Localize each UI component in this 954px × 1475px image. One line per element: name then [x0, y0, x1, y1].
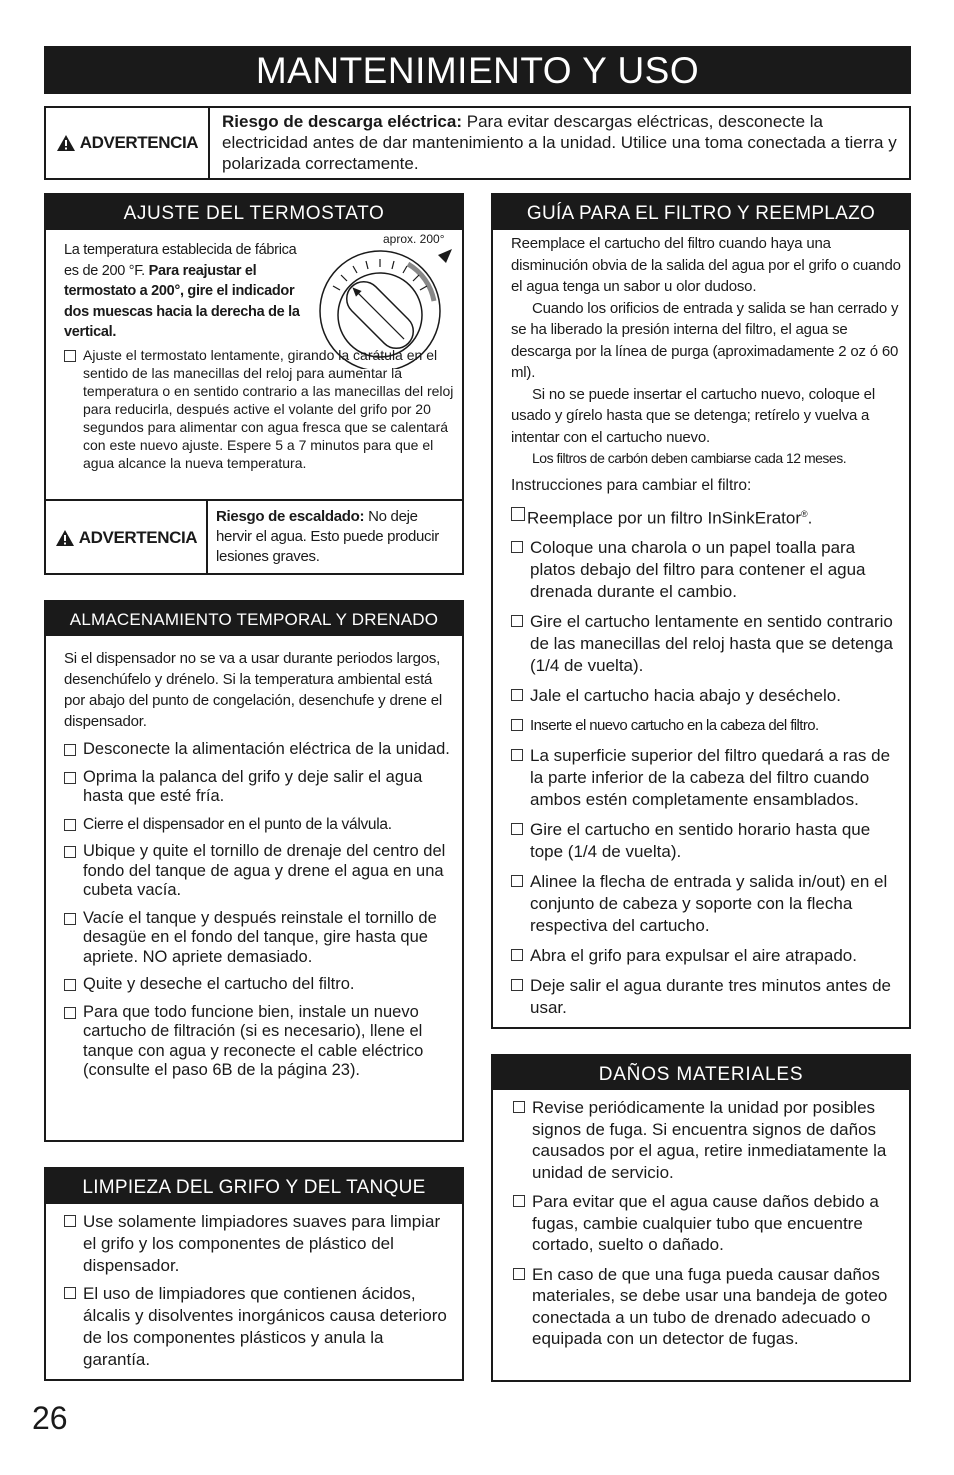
checkbox-icon: [511, 875, 523, 887]
thermostat-section: [44, 193, 464, 575]
storage-section: [44, 600, 464, 1142]
checkbox-icon: [511, 541, 523, 553]
list-item: En caso de que una fuga pueda causar daños materiales, se debe usar una bandeja de goteo conectada a un tubo de drenado adecuado o equipada con un detector de fugas.: [513, 1264, 899, 1350]
thermostat-intro: [64, 240, 304, 343]
storage-heading: ALMACENAMIENTO TEMPORAL Y DRENADO: [46, 602, 462, 636]
list-item: Gire el cartucho en sentido horario hasta que tope (1/4 de vuelta).: [511, 819, 901, 863]
checkbox-icon: [64, 1215, 76, 1227]
list-item: El uso de limpiadores que contienen ácidos, álcalis y disolventes inorgánicos causa deterioro de los componentes plásticos y anula la garantía.: [64, 1283, 448, 1371]
filter-paragraph: Los filtros de carbón deben cambiarse cada 12 meses.: [532, 450, 847, 466]
checkbox-icon: [64, 819, 76, 831]
thermostat-step: [64, 346, 459, 472]
cleaning-heading: LIMPIEZA DEL GRIFO Y DEL TANQUE: [46, 1169, 462, 1204]
checkbox-icon: [511, 615, 523, 627]
filter-heading: GUÍA PARA EL FILTRO Y REEMPLAZO: [493, 195, 909, 230]
scald-bold: Riesgo de escaldado:: [216, 508, 365, 525]
filter-paragraph: Cuando los orificios de entrada y salida se han cerrado y se ha liberado la presión interna del filtro, el agua se descarga por la línea de purga (aproximadamente 2 oz ó 60 ml).: [511, 299, 899, 381]
checkbox-icon: [511, 949, 523, 961]
warning-triangle-icon: [55, 529, 75, 547]
list-item: Ubique y quite el tornillo de drenaje del centro del fondo del tanque de agua y drene el agua en una cubeta vacía.: [64, 842, 452, 901]
list-item: Abra el grifo para expulsar el aire atrapado.: [511, 945, 901, 967]
checkbox-icon: [511, 979, 523, 991]
list-item: Inserte el nuevo cartucho en la cabeza del filtro.: [511, 715, 901, 737]
storage-intro: Si el dispensador no se va a usar durante periodos largos, desenchúfelo y drénelo. Si la temperatura ambiental está por abajo del punto de congelación, desenchufe y drene el dispensador.: [64, 650, 443, 730]
list-item: Cierre el dispensador en el punto de la válvula.: [64, 815, 452, 835]
checkbox-icon: [64, 350, 76, 362]
scald-warning: [46, 499, 462, 575]
warning-bold: Riesgo de descarga eléctrica:: [222, 112, 463, 131]
list-item: La superficie superior del filtro quedará a ras de la parte inferior de la cabeza del filtro cuando ambos estén completamente ensamblados.: [511, 745, 901, 811]
list-item: Vacíe el tanque y después reinstale el tornillo de desagüe en el fondo del tanque, gire hasta que apriete. NO apriete demasiado.: [64, 909, 452, 968]
filter-section: [491, 193, 911, 1029]
list-item: Para que todo funcione bien, instale un nuevo cartucho de filtración (si es necesario), llene el tanque con agua y reconecte el cable eléctrico (consulte el paso 6B de la página 23).: [64, 1003, 452, 1081]
list-item: Para evitar que el agua cause daños debido a fugas, cambie cualquier tubo que encuentre cortado, suelto o dañado.: [513, 1191, 899, 1256]
warning-body: Para evitar descargas eléctricas, desconecte la electricidad antes de dar mantenimiento a la unidad. Utilice una toma conectada a tierra y polarizada correctamente.: [222, 112, 897, 173]
scald-body: No deje hervir el agua. Esto puede producir lesiones graves.: [216, 508, 439, 565]
checkbox-icon: [64, 979, 76, 991]
filter-list: [511, 503, 901, 1020]
list-item: Deje salir el agua durante tres minutos antes de usar.: [511, 975, 901, 1019]
warning-triangle-icon: [56, 134, 76, 152]
dial-label: aprox. 200°: [383, 232, 445, 246]
electric-shock-warning: [44, 106, 911, 180]
checkbox-icon: [513, 1101, 525, 1113]
list-item: Jale el cartucho hacia abajo y deséchelo.: [511, 685, 901, 707]
scald-warning-text: [208, 501, 462, 575]
checkbox-icon: [64, 744, 76, 756]
checkbox-icon: [513, 1195, 525, 1207]
checkbox-icon: [64, 772, 76, 784]
checkbox-icon: [511, 823, 523, 835]
intro-plain: La temperatura establecida de fábrica es de 200 °F.: [64, 242, 297, 279]
thermostat-heading: AJUSTE DEL TERMOSTATO: [46, 195, 462, 230]
page-number: 26: [32, 1400, 68, 1436]
intro-bold: Para reajustar el termostato a 200°, gire el indicador dos muescas hacia la derecha de la vertical.: [64, 262, 300, 340]
storage-list: [64, 740, 452, 1081]
list-item: Oprima la palanca del grifo y deje salir el agua hasta que esté fría.: [64, 768, 452, 807]
filter-paragraphs: [511, 233, 901, 470]
warning-label-box: [46, 108, 210, 178]
checkbox-icon: [64, 1287, 76, 1299]
filter-paragraph: Si no se puede insertar el cartucho nuevo, coloque el usado y gírelo hasta que se detenga; retírelo y vuelva a intentar con el cartucho nuevo.: [511, 385, 875, 446]
checkbox-icon: [64, 846, 76, 858]
checkbox-icon: [64, 1007, 76, 1019]
list-item: Revise periódicamente la unidad por posibles signos de fuga. Si encuentra signos de daños causados por el agua, retire inmediatamente la unidad de servicio.: [513, 1097, 899, 1183]
checkbox-icon: [64, 913, 76, 925]
warning-label: ADVERTENCIA: [79, 133, 199, 152]
checkbox-icon: [511, 719, 523, 731]
damage-list: [493, 1090, 909, 1350]
cleaning-section: [44, 1167, 464, 1381]
filter-paragraph: Reemplace el cartucho del filtro cuando haya una disminución obvia de la salida del agua por el grifo o cuando el agua tenga un sabor u olor dudoso.: [511, 235, 901, 295]
list-item: Alinee la flecha de entrada y salida in/out) en el conjunto de cabeza y soporte con la flecha respectiva del cartucho.: [511, 871, 901, 937]
list-item: Desconecte la alimentación eléctrica de la unidad.: [64, 740, 452, 760]
damage-heading: DAÑOS MATERIALES: [493, 1056, 909, 1090]
list-item: Coloque una charola o un papel toalla para platos debajo del filtro para contener el agua drenada durante el cambio.: [511, 537, 901, 603]
list-item: Quite y deseche el cartucho del filtro.: [64, 975, 452, 995]
checkbox-icon: [511, 749, 523, 761]
damage-section: [491, 1054, 911, 1382]
list-item: Use solamente limpiadores suaves para limpiar el grifo y los componentes de plástico del dispensador.: [64, 1211, 448, 1277]
scald-warning-label: ADVERTENCIA: [78, 528, 198, 547]
scald-warning-label-box: [46, 501, 208, 575]
checkbox-icon: [511, 689, 523, 701]
checkbox-icon: [511, 507, 525, 521]
list-item: Gire el cartucho lentamente en sentido contrario de las manecillas del reloj hasta que se detenga (1/4 de vuelta).: [511, 611, 901, 677]
checkbox-icon: [513, 1268, 525, 1280]
cleaning-list: [46, 1204, 462, 1371]
step-text: Ajuste el termostato lentamente, girando la carátula en el sentido de las manecillas del reloj para aumentar la temperatura o en sentido contrario a las manecillas del reloj para reducirla, después active el volante del grifo por 20 segundos para alimentar con agua fresca que se calentará con este nuevo ajuste. Espere 5 a 7 minutos para que el agua alcance la nueva temperatura.: [83, 347, 454, 471]
instructions-label: Instrucciones para cambiar el filtro:: [511, 476, 752, 494]
page-title: MANTENIMIENTO Y USO: [44, 46, 911, 94]
warning-text: [210, 108, 909, 178]
list-item: Reemplace por un filtro InSinkErator®.: [511, 503, 901, 530]
